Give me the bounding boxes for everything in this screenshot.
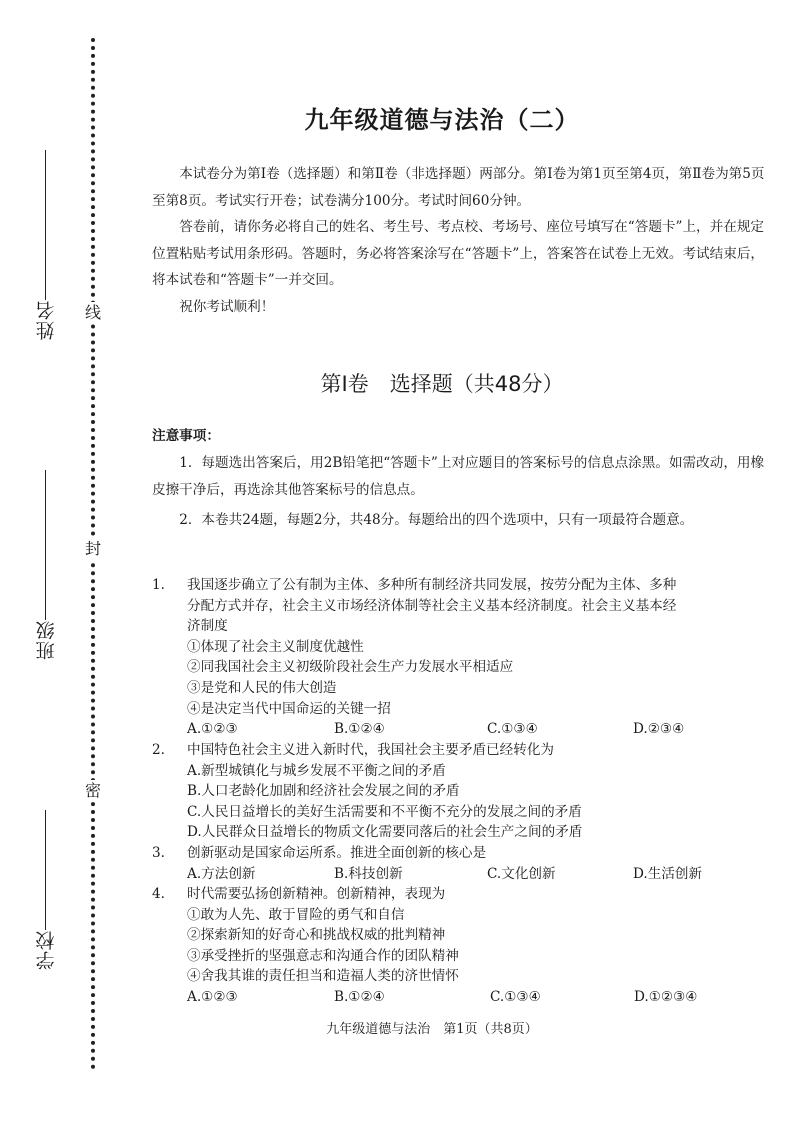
school-field[interactable]	[26, 790, 66, 970]
section-title: 第Ⅰ卷 选择题（共48分）	[320, 372, 564, 396]
notice-item: 2．本卷共24题，每题2分，共48分。每题给出的四个选项中，只有一项最符合题意。	[179, 512, 694, 528]
question-number: 4.	[152, 886, 165, 902]
answer-options	[187, 719, 777, 740]
page-title: 九年级道德与法治（二）	[304, 106, 580, 134]
question-stem-line: 我国逐步确立了公有制为主体、多种所有制经济共同发展，按劳分配为主体、多种	[187, 577, 677, 593]
class-label: 班级	[35, 620, 58, 660]
instruction-paragraph: 祝你考试顺利！	[179, 298, 275, 315]
answer-option[interactable]: C.文化创新	[487, 865, 556, 882]
class-field[interactable]	[26, 450, 66, 660]
question-number: 2.	[152, 742, 165, 758]
answer-option[interactable]: B.科技创新	[334, 865, 403, 882]
question-number: 3.	[152, 845, 165, 861]
answer-option[interactable]: D.人民群众日益增长的物质文化需要同落后的社会生产之间的矛盾	[187, 824, 583, 841]
notice-title: 注意事项：	[152, 428, 220, 444]
question-3	[152, 843, 777, 884]
name-blank[interactable]	[46, 150, 47, 300]
question-stem-line: 济制度	[187, 618, 228, 635]
class-blank[interactable]	[46, 470, 47, 620]
statement: ②同我国社会主义初级阶段社会生产力发展水平相适应	[187, 659, 514, 676]
school-blank[interactable]	[46, 810, 47, 930]
instruction-paragraph: 答卷前，请你务必将自己的姓名、考生号、考点校、考场号、座位号填写在“答题卡”上，并在规定位置粘贴考试用条形码。答题时，务必将答案涂写在“答题卡”上，答案答在试卷上无效。考试结束后，将本试卷和“答题卡”一并交回。	[152, 219, 765, 288]
answer-option[interactable]: A.①②③	[187, 721, 238, 738]
answer-option[interactable]: C.人民日益增长的美好生活需要和不平衡不充分的发展之间的矛盾	[187, 803, 582, 820]
question-2	[152, 740, 777, 843]
notice-items	[152, 450, 772, 534]
question-stem-line: 创新驱动是国家命运所系。推进全面创新的核心是	[187, 845, 487, 861]
notice-item: 1．每题选出答案后，用2B铅笔把“答题卡”上对应题目的答案标号的信息点涂黑。如需改动，用橡皮擦干净后，再选涂其他答案标号的信息点。	[152, 455, 765, 498]
school-label: 学校	[35, 930, 58, 970]
statement: ④舍我其谁的责任担当和造福人类的济世情怀	[187, 968, 459, 985]
answer-option[interactable]: B.①②④	[334, 988, 385, 1005]
instructions	[152, 161, 772, 320]
answer-option[interactable]: A.新型城镇化与城乡发展不平衡之间的矛盾	[187, 762, 446, 779]
question-number: 1.	[152, 577, 165, 593]
question-1	[152, 575, 777, 740]
statement: ①敢为人先、敢于冒险的勇气和自信	[187, 906, 405, 923]
instruction-paragraph: 本试卷分为第Ⅰ卷（选择题）和第Ⅱ卷（非选择题）两部分。第Ⅰ卷为第1页至第4页，第Ⅱ卷为第5页至第8页。考试实行开卷；试卷满分100分。考试时间60分钟。	[152, 166, 765, 209]
answer-option[interactable]: C.①③④	[487, 721, 538, 738]
answer-option[interactable]: A.方法创新	[187, 865, 256, 882]
seal-char-mi: 密	[84, 781, 101, 800]
answer-option[interactable]: C.①③④	[490, 988, 541, 1005]
question-4	[152, 884, 777, 1008]
statement: ③是党和人民的伟大创造	[187, 679, 337, 696]
question-stem-line: 中国特色社会主义进入新时代，我国社会主要矛盾已经转化为	[187, 742, 555, 758]
answer-option[interactable]: A.①②③	[187, 988, 238, 1005]
answer-option[interactable]: D.生活创新	[633, 865, 703, 882]
answer-option[interactable]: B.人口老龄化加剧和经济社会发展之间的矛盾	[187, 783, 460, 800]
seal-char-feng: 封	[84, 539, 101, 558]
question-stem-line: 时代需要弘扬创新精神。创新精神，表现为	[187, 886, 446, 902]
answer-option[interactable]: B.①②④	[334, 721, 385, 738]
statement: ④是决定当代中国命运的关键一招	[187, 700, 391, 717]
answer-options	[187, 864, 777, 885]
statement: ③承受挫折的坚强意志和沟通合作的团队精神	[187, 947, 459, 964]
answer-options	[187, 987, 777, 1008]
answer-option[interactable]: D.①②③④	[634, 988, 698, 1005]
answer-option[interactable]: D.②③④	[633, 721, 685, 738]
page-footer: 九年级道德与法治 第1页（共8页）	[326, 1022, 538, 1037]
name-field[interactable]	[26, 120, 66, 340]
statement: ①体现了社会主义制度优越性	[187, 638, 364, 655]
statement: ②探索新知的好奇心和挑战权威的批判精神	[187, 927, 446, 944]
seal-char-xian: 线	[84, 303, 101, 322]
name-label: 姓名	[35, 300, 58, 340]
question-stem-line: 分配方式并存，社会主义市场经济体制等社会主义基本经济制度。社会主义基本经	[187, 597, 677, 614]
